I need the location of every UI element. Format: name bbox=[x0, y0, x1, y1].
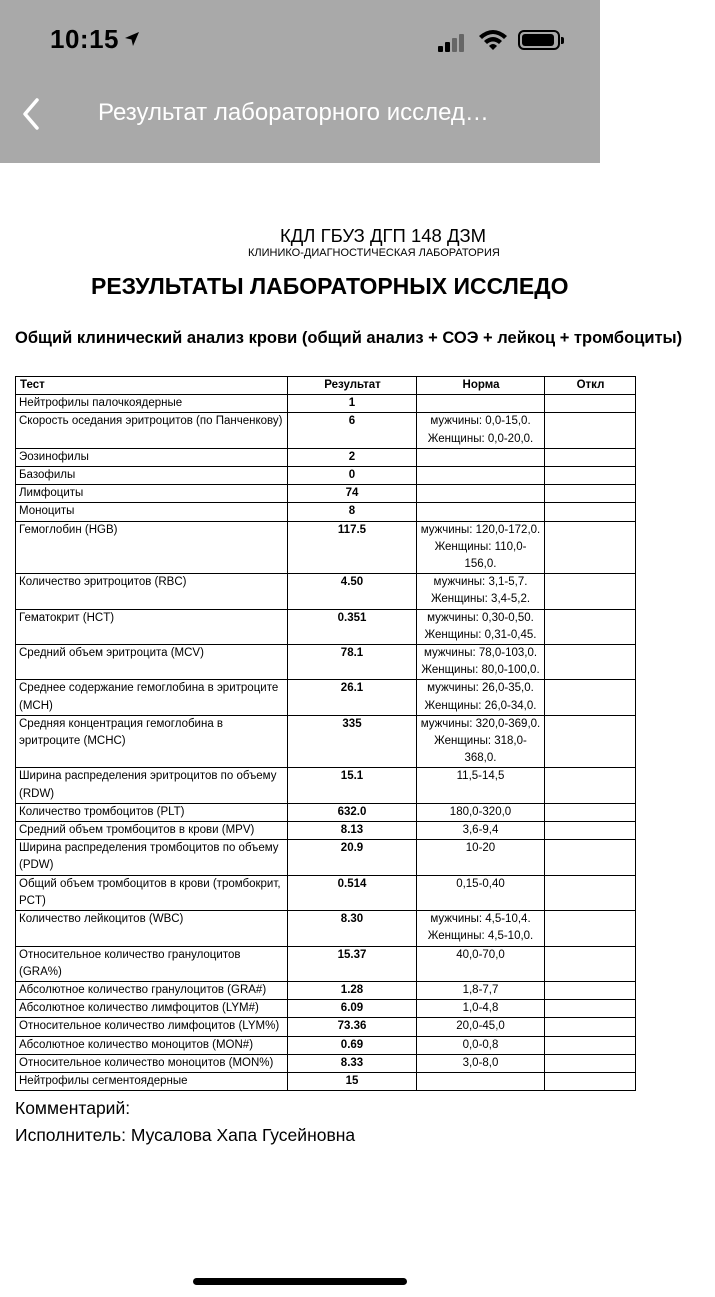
table-header-row bbox=[16, 377, 636, 395]
document-viewer[interactable] bbox=[0, 163, 683, 1297]
cell-norm: мужчины: 3,1-5,7. Женщины: 3,4-5,2. bbox=[417, 574, 545, 609]
table-row bbox=[16, 803, 636, 821]
cell-test: Количество тромбоцитов (PLT) bbox=[16, 803, 288, 821]
cell-norm bbox=[417, 448, 545, 466]
table-row bbox=[16, 1054, 636, 1072]
table-row bbox=[16, 911, 636, 946]
cell-result: 335 bbox=[288, 715, 417, 768]
cell-deviation bbox=[545, 1054, 636, 1072]
table-row bbox=[16, 485, 636, 503]
cell-result: 1.28 bbox=[288, 981, 417, 999]
table-row bbox=[16, 1036, 636, 1054]
table-row bbox=[16, 448, 636, 466]
cell-norm bbox=[417, 485, 545, 503]
cell-norm: 3,0-8,0 bbox=[417, 1054, 545, 1072]
cell-norm: мужчины: 320,0-369,0. Женщины: 318,0-368,0. bbox=[417, 715, 545, 768]
cell-result: 0.514 bbox=[288, 875, 417, 910]
chevron-left-icon[interactable] bbox=[20, 96, 44, 132]
cell-test: Нейтрофилы сегментоядерные bbox=[16, 1072, 288, 1090]
cell-result: 15.1 bbox=[288, 768, 417, 803]
cell-norm: мужчины: 0,30-0,50. Женщины: 0,31-0,45. bbox=[417, 609, 545, 644]
table-row bbox=[16, 521, 636, 574]
cell-test: Относительное количество лимфоцитов (LYM%) bbox=[16, 1018, 288, 1036]
home-indicator[interactable] bbox=[193, 1278, 407, 1285]
cell-norm: мужчины: 4,5-10,4. Женщины: 4,5-10,0. bbox=[417, 911, 545, 946]
cell-result: 74 bbox=[288, 485, 417, 503]
cellular-signal-icon bbox=[438, 34, 470, 52]
cell-norm: мужчины: 26,0-35,0. Женщины: 26,0-34,0. bbox=[417, 680, 545, 715]
cell-deviation bbox=[545, 395, 636, 413]
table-row bbox=[16, 1000, 636, 1018]
cell-deviation bbox=[545, 911, 636, 946]
header-norm: Норма bbox=[417, 377, 545, 395]
table-row bbox=[16, 946, 636, 981]
cell-result: 0 bbox=[288, 467, 417, 485]
cell-norm bbox=[417, 503, 545, 521]
cell-test: Гемоглобин (HGB) bbox=[16, 521, 288, 574]
header-result: Результат bbox=[288, 377, 417, 395]
cell-test: Количество эритроцитов (RBC) bbox=[16, 574, 288, 609]
cell-result: 2 bbox=[288, 448, 417, 466]
cell-test: Абсолютное количество лимфоцитов (LYM#) bbox=[16, 1000, 288, 1018]
cell-test: Количество лейкоцитов (WBC) bbox=[16, 911, 288, 946]
cell-norm: 0,0-0,8 bbox=[417, 1036, 545, 1054]
results-title: РЕЗУЛЬТАТЫ ЛАБОРАТОРНЫХ ИССЛЕДО bbox=[91, 273, 569, 299]
cell-deviation bbox=[545, 467, 636, 485]
table-row bbox=[16, 875, 636, 910]
cell-result: 6.09 bbox=[288, 1000, 417, 1018]
cell-test: Средний объем эритроцита (MCV) bbox=[16, 645, 288, 680]
cell-test: Общий объем тромбоцитов в крови (тромбокрит, PCT) bbox=[16, 875, 288, 910]
header-test: Тест bbox=[16, 377, 288, 395]
cell-result: 73.36 bbox=[288, 1018, 417, 1036]
battery-icon bbox=[518, 30, 560, 50]
cell-deviation bbox=[545, 485, 636, 503]
cell-test: Эозинофилы bbox=[16, 448, 288, 466]
cell-test: Абсолютное количество гранулоцитов (GRA#) bbox=[16, 981, 288, 999]
cell-test: Относительное количество гранулоцитов (GRA%) bbox=[16, 946, 288, 981]
cell-test: Средняя концентрация гемоглобина в эритроците (MCHC) bbox=[16, 715, 288, 768]
cell-result: 6 bbox=[288, 413, 417, 448]
status-time-text: 10:15 bbox=[50, 24, 119, 54]
cell-norm: мужчины: 120,0-172,0. Женщины: 110,0-156,0. bbox=[417, 521, 545, 574]
cell-norm: 11,5-14,5 bbox=[417, 768, 545, 803]
cell-norm: 1,8-7,7 bbox=[417, 981, 545, 999]
status-time bbox=[50, 24, 141, 55]
cell-test: Ширина распределения эритроцитов по объему (RDW) bbox=[16, 768, 288, 803]
cell-test: Гематокрит (HCT) bbox=[16, 609, 288, 644]
table-row bbox=[16, 680, 636, 715]
location-arrow-icon bbox=[123, 28, 141, 54]
cell-norm: 10-20 bbox=[417, 840, 545, 875]
table-row bbox=[16, 768, 636, 803]
table-row bbox=[16, 981, 636, 999]
analysis-title: Общий клинический анализ крови (общий анализ + СОЭ + лейкоц + тромбоциты) bbox=[15, 329, 683, 347]
cell-test: Абсолютное количество моноцитов (MON#) bbox=[16, 1036, 288, 1054]
cell-deviation bbox=[545, 1036, 636, 1054]
cell-norm: 180,0-320,0 bbox=[417, 803, 545, 821]
table-row bbox=[16, 503, 636, 521]
cell-test: Моноциты bbox=[16, 503, 288, 521]
wifi-icon bbox=[478, 28, 508, 52]
cell-deviation bbox=[545, 803, 636, 821]
nav-title: Результат лабораторного исслед… bbox=[98, 99, 489, 126]
cell-test: Скорость оседания эритроцитов (по Панченкову) bbox=[16, 413, 288, 448]
cell-result: 0.69 bbox=[288, 1036, 417, 1054]
status-bar bbox=[0, 0, 600, 80]
cell-deviation bbox=[545, 840, 636, 875]
cell-test: Относительное количество моноцитов (MON%) bbox=[16, 1054, 288, 1072]
cell-result: 78.1 bbox=[288, 645, 417, 680]
cell-test: Ширина распределения тромбоцитов по объему (PDW) bbox=[16, 840, 288, 875]
cell-test: Базофилы bbox=[16, 467, 288, 485]
laboratory-name: КЛИНИКО-ДИАГНОСТИЧЕСКАЯ ЛАБОРАТОРИЯ bbox=[248, 247, 500, 259]
cell-norm: 0,15-0,40 bbox=[417, 875, 545, 910]
cell-deviation bbox=[545, 1018, 636, 1036]
cell-result: 1 bbox=[288, 395, 417, 413]
header-deviation: Откл bbox=[545, 377, 636, 395]
cell-result: 15.37 bbox=[288, 946, 417, 981]
cell-deviation bbox=[545, 822, 636, 840]
cell-deviation bbox=[545, 768, 636, 803]
organization-name: КДЛ ГБУЗ ДГП 148 ДЗМ bbox=[280, 225, 487, 246]
cell-norm: 20,0-45,0 bbox=[417, 1018, 545, 1036]
cell-deviation bbox=[545, 448, 636, 466]
cell-norm bbox=[417, 467, 545, 485]
nav-bar bbox=[0, 80, 600, 163]
cell-deviation bbox=[545, 1072, 636, 1090]
table-row bbox=[16, 574, 636, 609]
cell-norm: 3,6-9,4 bbox=[417, 822, 545, 840]
cell-deviation bbox=[545, 503, 636, 521]
cell-norm bbox=[417, 395, 545, 413]
cell-result: 117.5 bbox=[288, 521, 417, 574]
cell-deviation bbox=[545, 1000, 636, 1018]
cell-deviation bbox=[545, 609, 636, 644]
cell-norm: 40,0-70,0 bbox=[417, 946, 545, 981]
cell-deviation bbox=[545, 521, 636, 574]
cell-norm: 1,0-4,8 bbox=[417, 1000, 545, 1018]
cell-result: 632.0 bbox=[288, 803, 417, 821]
cell-deviation bbox=[545, 680, 636, 715]
cell-deviation bbox=[545, 574, 636, 609]
cell-norm bbox=[417, 1072, 545, 1090]
table-row bbox=[16, 645, 636, 680]
cell-test: Нейтрофилы палочкоядерные bbox=[16, 395, 288, 413]
cell-result: 4.50 bbox=[288, 574, 417, 609]
cell-result: 8.30 bbox=[288, 911, 417, 946]
cell-result: 15 bbox=[288, 1072, 417, 1090]
cell-test: Средний объем тромбоцитов в крови (MPV) bbox=[16, 822, 288, 840]
cell-result: 0.351 bbox=[288, 609, 417, 644]
table-row bbox=[16, 715, 636, 768]
cell-deviation bbox=[545, 413, 636, 448]
results-table bbox=[15, 376, 636, 1091]
table-row bbox=[16, 609, 636, 644]
cell-result: 20.9 bbox=[288, 840, 417, 875]
executor-label: Исполнитель: Мусалова Хапа Гусейновна bbox=[15, 1125, 356, 1145]
table-row bbox=[16, 1072, 636, 1090]
cell-result: 8 bbox=[288, 503, 417, 521]
cell-test: Среднее содержание гемоглобина в эритроците (MCH) bbox=[16, 680, 288, 715]
cell-result: 26.1 bbox=[288, 680, 417, 715]
table-row bbox=[16, 395, 636, 413]
comment-label: Комментарий: bbox=[15, 1098, 131, 1118]
cell-norm: мужчины: 78,0-103,0. Женщины: 80,0-100,0. bbox=[417, 645, 545, 680]
cell-deviation bbox=[545, 875, 636, 910]
cell-test: Лимфоциты bbox=[16, 485, 288, 503]
cell-norm: мужчины: 0,0-15,0. Женщины: 0,0-20,0. bbox=[417, 413, 545, 448]
table-row bbox=[16, 413, 636, 448]
cell-deviation bbox=[545, 981, 636, 999]
cell-deviation bbox=[545, 645, 636, 680]
cell-deviation bbox=[545, 946, 636, 981]
cell-deviation bbox=[545, 715, 636, 768]
table-row bbox=[16, 467, 636, 485]
table-row bbox=[16, 1018, 636, 1036]
cell-result: 8.33 bbox=[288, 1054, 417, 1072]
cell-result: 8.13 bbox=[288, 822, 417, 840]
table-row bbox=[16, 822, 636, 840]
table-row bbox=[16, 840, 636, 875]
